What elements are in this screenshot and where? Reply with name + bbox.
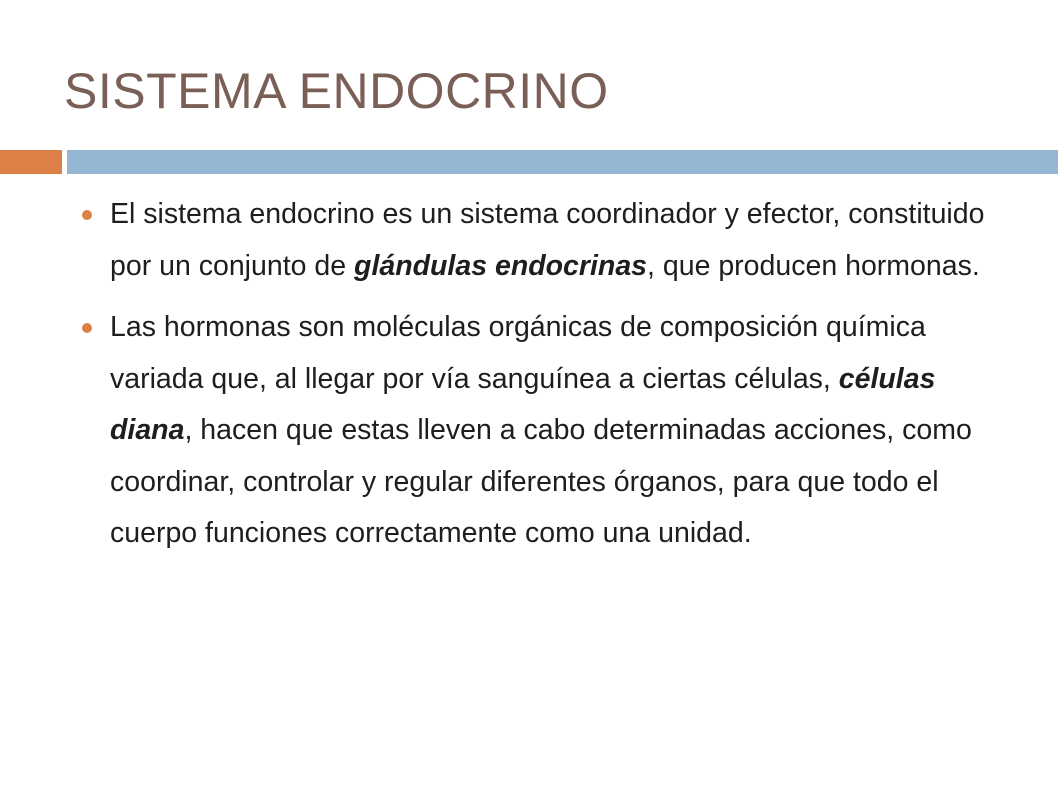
emphasized-term: glándulas endocrinas <box>354 249 648 282</box>
title-accent-bar-blue <box>67 150 1058 174</box>
emphasized-term: células diana <box>110 362 936 446</box>
bullet-list <box>76 189 1016 570</box>
title-accent-bar-orange <box>0 150 62 174</box>
bullet-text: , que producen hormonas. <box>647 249 980 282</box>
bullet-text: , hacen que estas lleven a cabo determinadas acciones, como coordinar, controlar y regular diferentes órganos, para que todo el cuerpo funciones correctamente como una unidad. <box>110 414 972 549</box>
bullet-item <box>76 189 1016 292</box>
bullet-text: Las hormonas son moléculas orgánicas de composición química variada que, al llegar por vía sanguínea a ciertas células, <box>110 311 926 395</box>
bullet-dot-icon <box>82 210 92 220</box>
bullet-text: El sistema endocrino es un sistema coordinador y efector, constituido por un conjunto de <box>110 198 985 282</box>
bullet-item <box>76 302 1016 560</box>
slide-title: SISTEMA ENDOCRINO <box>64 63 609 119</box>
bullet-dot-icon <box>82 323 92 333</box>
